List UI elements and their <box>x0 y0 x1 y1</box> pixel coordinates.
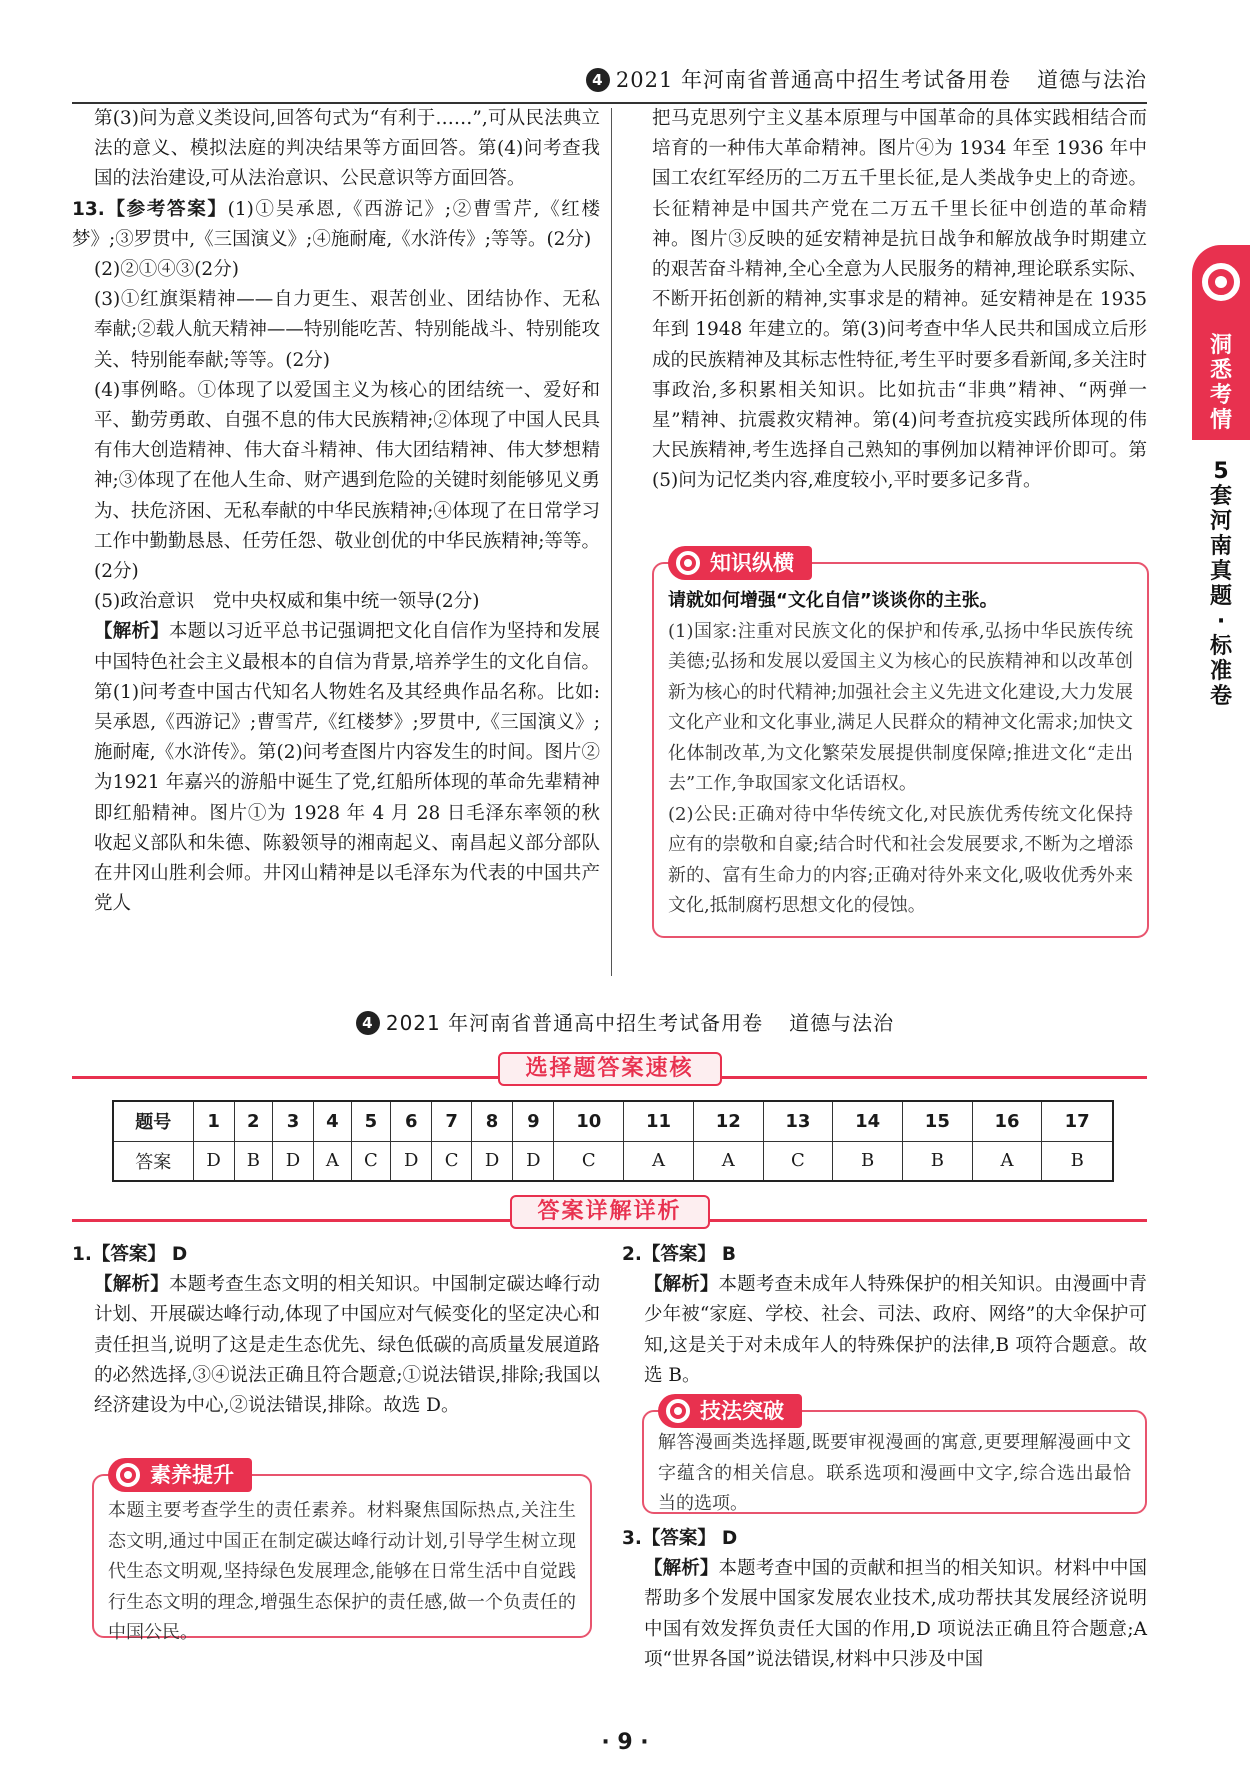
right-paragraph-1: 把马克思列宁主义基本原理与中国革命的具体实践相结合而培育的一种伟大革命精神。图片④为 1934 年至 1936 年中国工农红军经历的二万五千里长征,是人类战争史上的奇迹。长征精神是中国共产党在二万五千里长征中创造的革命精神。图片③反映的延安精神是抗日战争和解放战争时期建立的艰苦奋斗精神,全心全意为人民服务的精神,理论联系实际、不断开拓创新的精神,实事求是的精神。延安精神是在 1935 年到 1948 年建立的。第(3)问考查中华人民共和国成立后形成的民族精神及其标志性特征,考生平时要多看新闻,多关注时事政治,多积累相关知识。比如抗击“非典”精神、“两弹一星”精神、抗震救灾精神。第(4)问考查抗疫实践所体现的伟大民族精神,考生选择自己熟知的事例加以精神评价即可。第(5)问为记忆类内容,难度较小,平时要多记多背。 <box>652 108 1147 492</box>
header-text <box>586 64 1147 94</box>
answer-table-cell: A <box>972 1141 1042 1181</box>
answer-table-cell: B <box>833 1141 903 1181</box>
q3-number: 3. <box>622 1528 642 1549</box>
answer-table-cell: 17 <box>1042 1101 1113 1141</box>
q1-answer-value: D <box>171 1244 188 1265</box>
answer-table-cell: 12 <box>693 1101 763 1141</box>
left-paragraph-1: 第(3)问为意义类设问,回答句式为“有利于……”,可从民法典立法的意义、模拟法庭的判决结果等方面回答。第(4)问考查我国的法治建设,可从法治意识、公民意识等方面回答。 <box>94 108 600 190</box>
skill-box <box>642 1399 1147 1514</box>
answer-table-head-number: 题号 <box>113 1101 193 1141</box>
literacy-box-body <box>108 1496 576 1649</box>
skill-box-title <box>658 1394 802 1428</box>
q2-analysis-label: 【解析】 <box>644 1274 719 1296</box>
side-tab <box>1192 245 1250 709</box>
q13-answer-2: (2)②①④③(2分) <box>94 259 239 281</box>
answer-table-cell: 14 <box>833 1101 903 1141</box>
knowledge-box-title-text: 知识纵横 <box>710 551 794 575</box>
answer-table-cell: 15 <box>902 1101 972 1141</box>
knowledge-box <box>652 551 1149 938</box>
answer-table-cell: 6 <box>391 1101 432 1141</box>
page-header <box>72 58 1147 104</box>
answer-table-cell: 10 <box>554 1101 624 1141</box>
left-column <box>72 104 600 919</box>
literacy-text: 本题主要考查学生的责任素养。材料聚焦国际热点,关注生态文明,通过中国正在制定碳达峰行动计划,引导学生树立现代生态文明观,坚持绿色发展理念,能够在日常生活中自觉践行生态文明的理念,增强生态保护的责任感,做一个负责任的中国公民。 <box>108 1500 576 1643</box>
q3-answer-value: D <box>721 1528 738 1549</box>
answer-table-cell: 7 <box>432 1101 472 1141</box>
answer-table-cell: 4 <box>314 1101 351 1141</box>
answer-table-cell: C <box>554 1141 624 1181</box>
answer-table-cell: 3 <box>272 1101 313 1141</box>
answer-table-row-answers <box>113 1141 1113 1181</box>
answer-table-cell: A <box>314 1141 351 1181</box>
answer-table-row-numbers <box>113 1101 1113 1141</box>
target-icon <box>666 1399 690 1423</box>
q3-answer-label: 【答案】 <box>641 1528 716 1549</box>
header-subject: 道德与法治 <box>1037 68 1147 92</box>
side-tab-black-text: 5套河南真题·标准卷 <box>1209 459 1232 709</box>
page-number: · 9 · <box>601 1730 649 1755</box>
q3-answer <box>622 1524 1147 1554</box>
right-column <box>652 104 1147 497</box>
q3-block <box>622 1524 1147 1675</box>
answer-table-cell: D <box>513 1141 554 1181</box>
answer-table-cell: 1 <box>193 1101 234 1141</box>
q2-answer <box>622 1240 1147 1270</box>
q13-answer-heading <box>72 195 600 255</box>
q13-answer-label: 【参考答案】 <box>104 198 228 220</box>
q2-answer-label: 【答案】 <box>641 1244 716 1265</box>
answer-table <box>112 1100 1114 1182</box>
answer-table-cell: 2 <box>234 1101 272 1141</box>
q2-block <box>622 1240 1147 1391</box>
section-detailed-analysis-title: 答案详解详析 <box>509 1195 709 1229</box>
knowledge-answer-2: (2)公民:正确对待中华传统文化,对民族优秀传统文化保持应有的崇敬和自豪;结合时代和社会发展要求,不断为之增添新的、富有生命力的内容;正确对待外来文化,吸收优秀外来文化,抵制腐朽思想文化的侵蚀。 <box>668 803 1133 916</box>
answer-table-cell: 16 <box>972 1101 1042 1141</box>
q13-answer-5: (5)政治意识 党中央权威和集中统一领导(2分) <box>94 591 480 613</box>
mid-title-text: 2021 年河南省普通高中招生考试备用卷 <box>385 1011 764 1035</box>
q13-answer-4: (4)事例略。①体现了以爱国主义为核心的团结统一、爱好和平、勤劳勇敢、自强不息的伟大民族精神;②体现了中国人民具有伟大创造精神、伟大奋斗精神、伟大团结精神、伟大梦想精神;③体现了在他人生命、财产遇到危险的关键时刻能够见义勇为、扶危济困、无私奉献的中华民族精神;④体现了在日常学习工作中勤勤恳恳、任劳任怨、敬业创优的中华民族精神;等等。(2分) <box>94 379 600 583</box>
side-tab-red <box>1192 245 1250 440</box>
q1-analysis-label: 【解析】 <box>94 1274 169 1296</box>
q1-analysis-text: 本题考查生态文明的相关知识。中国制定碳达峰行动计划、开展碳达峰行动,体现了中国应对气候变化的坚定决心和责任担当,说明了这是走生态优先、绿色低碳的高质量发展道路的必然选择,③④说法正确且符合题意;①说法错误,排除;我国以经济建设为中心,②说法错误,排除。故选 D。 <box>94 1274 600 1417</box>
q2-number: 2. <box>622 1244 642 1265</box>
answer-table-cell: D <box>391 1141 432 1181</box>
answer-table-cell: B <box>1042 1141 1113 1181</box>
q3-analysis <box>622 1554 1147 1675</box>
answer-table-cell: D <box>272 1141 313 1181</box>
target-icon <box>676 551 700 575</box>
q1-number: 1. <box>72 1244 92 1265</box>
q2-answer-value: B <box>721 1244 736 1265</box>
side-target-icon <box>1202 263 1240 301</box>
answer-table-cell: B <box>234 1141 272 1181</box>
q2-analysis <box>622 1270 1147 1391</box>
answer-table-cell: D <box>193 1141 234 1181</box>
answer-table-cell: A <box>624 1141 694 1181</box>
q1-block <box>72 1240 600 1421</box>
q1-analysis <box>72 1270 600 1421</box>
answer-table-head-answer: 答案 <box>113 1141 193 1181</box>
mid-title-subject: 道德与法治 <box>789 1011 895 1035</box>
header-title: 2021 年河南省普通高中招生考试备用卷 <box>615 68 1011 92</box>
skill-text: 解答漫画类选择题,既要审视漫画的寓意,更要理解漫画中文字蕴含的相关信息。联系选项和漫画中文字,综合选出最恰当的选项。 <box>658 1432 1131 1514</box>
q13-answer-1: (1)①吴承恩,《西游记》;②曹雪芹,《红楼梦》;③罗贯中,《三国演义》;④施耐庵,《水浒传》;等等。(2分) <box>72 198 600 250</box>
side-tab-red-text: 洞悉考情 <box>1209 333 1232 433</box>
section-choice-answers <box>72 1052 1147 1086</box>
q3-analysis-text: 本题考查中国的贡献和担当的相关知识。材料中中国帮助多个发展中国家发展农业技术,成功帮扶其发展经济说明中国有效发挥负责任大国的作用,D 项说法正确且符合题意;A 项“世界各国”说法错误,材料中只涉及中国 <box>644 1558 1147 1670</box>
knowledge-answer-1: (1)国家:注重对民族文化的保护和传承,弘扬中华民族传统美德;弘扬和发展以爱国主义为核心的民族精神和以改革创新为核心的时代精神;加强社会主义先进文化建设,大力发展文化产业和文化事业,满足人民群众的精神文化需求;加快文化体制改革,为文化繁荣发展提供制度保障;推进文化“走出去”工作,争取国家文化话语权。 <box>668 620 1133 794</box>
q13-analysis-text: 本题以习近平总书记强调把文化自信作为坚持和发展中国特色社会主义最根本的自信为背景,培养学生的文化自信。第(1)问考查中国古代知名人物姓名及其经典作品名称。比如:吴承恩,《西游记》;曹雪芹,《红楼梦》;罗贯中,《三国演义》;施耐庵,《水浒传》。第(2)问考查图片内容发生的时间。图片②为1921 年嘉兴的游船中诞生了党,红船所体现的革命先辈精神即红船精神。图片①为 1928 年 4 月 28 日毛泽东率领的秋收起义部队和朱德、陈毅领导的湘南起义、南昌起义部分部队在井冈山胜利会师。井冈山精神是以毛泽东为代表的中国共产党人 <box>94 621 600 915</box>
answer-table-cell: A <box>693 1141 763 1181</box>
skill-box-title-text: 技法突破 <box>700 1399 784 1423</box>
knowledge-box-body <box>668 586 1133 922</box>
literacy-box-title <box>108 1458 252 1492</box>
answer-table-cell: B <box>902 1141 972 1181</box>
section-detailed-analysis <box>72 1195 1147 1229</box>
section-main-title <box>0 1007 1250 1036</box>
column-divider <box>611 108 612 976</box>
answer-table-cell: 5 <box>351 1101 391 1141</box>
answer-table-cell: C <box>763 1141 833 1181</box>
q2-analysis-text: 本题考查未成年人特殊保护的相关知识。由漫画中青少年被“家庭、学校、社会、司法、政府、网络”的大伞保护可知,这是关于对未成年人的特殊保护的法律,B 项符合题意。故选 B。 <box>644 1274 1147 1386</box>
answer-table-cell: C <box>351 1141 391 1181</box>
section-choice-answers-title: 选择题答案速核 <box>497 1052 721 1086</box>
q1-answer-label: 【答案】 <box>91 1244 166 1265</box>
q1-answer <box>72 1240 600 1270</box>
answer-table-cell: 13 <box>763 1101 833 1141</box>
q3-analysis-label: 【解析】 <box>644 1558 719 1580</box>
knowledge-box-title <box>668 546 812 580</box>
mid-circle-number: 4 <box>356 1011 380 1035</box>
answer-table-cell: D <box>471 1141 512 1181</box>
q13-analysis-label: 【解析】 <box>94 621 169 643</box>
target-icon <box>116 1463 140 1487</box>
answer-table-cell: 9 <box>513 1101 554 1141</box>
q13-answer-3: (3)①红旗渠精神——自力更生、艰苦创业、团结协作、无私奉献;②载人航天精神——特别能吃苦、特别能战斗、特别能攻关、特别能奉献;等等。(2分) <box>94 289 600 371</box>
answer-table-cell: 11 <box>624 1101 694 1141</box>
skill-box-body <box>658 1428 1131 1520</box>
answer-table-cell: 8 <box>471 1101 512 1141</box>
q13-analysis <box>72 617 600 919</box>
header-circle-number: 4 <box>586 68 610 92</box>
literacy-box <box>92 1463 592 1643</box>
knowledge-question: 请就如何增强“文化自信”谈谈你的主张。 <box>668 590 998 611</box>
literacy-box-title-text: 素养提升 <box>150 1463 234 1487</box>
answer-table-cell: C <box>432 1141 472 1181</box>
q13-number: 13. <box>72 198 105 220</box>
